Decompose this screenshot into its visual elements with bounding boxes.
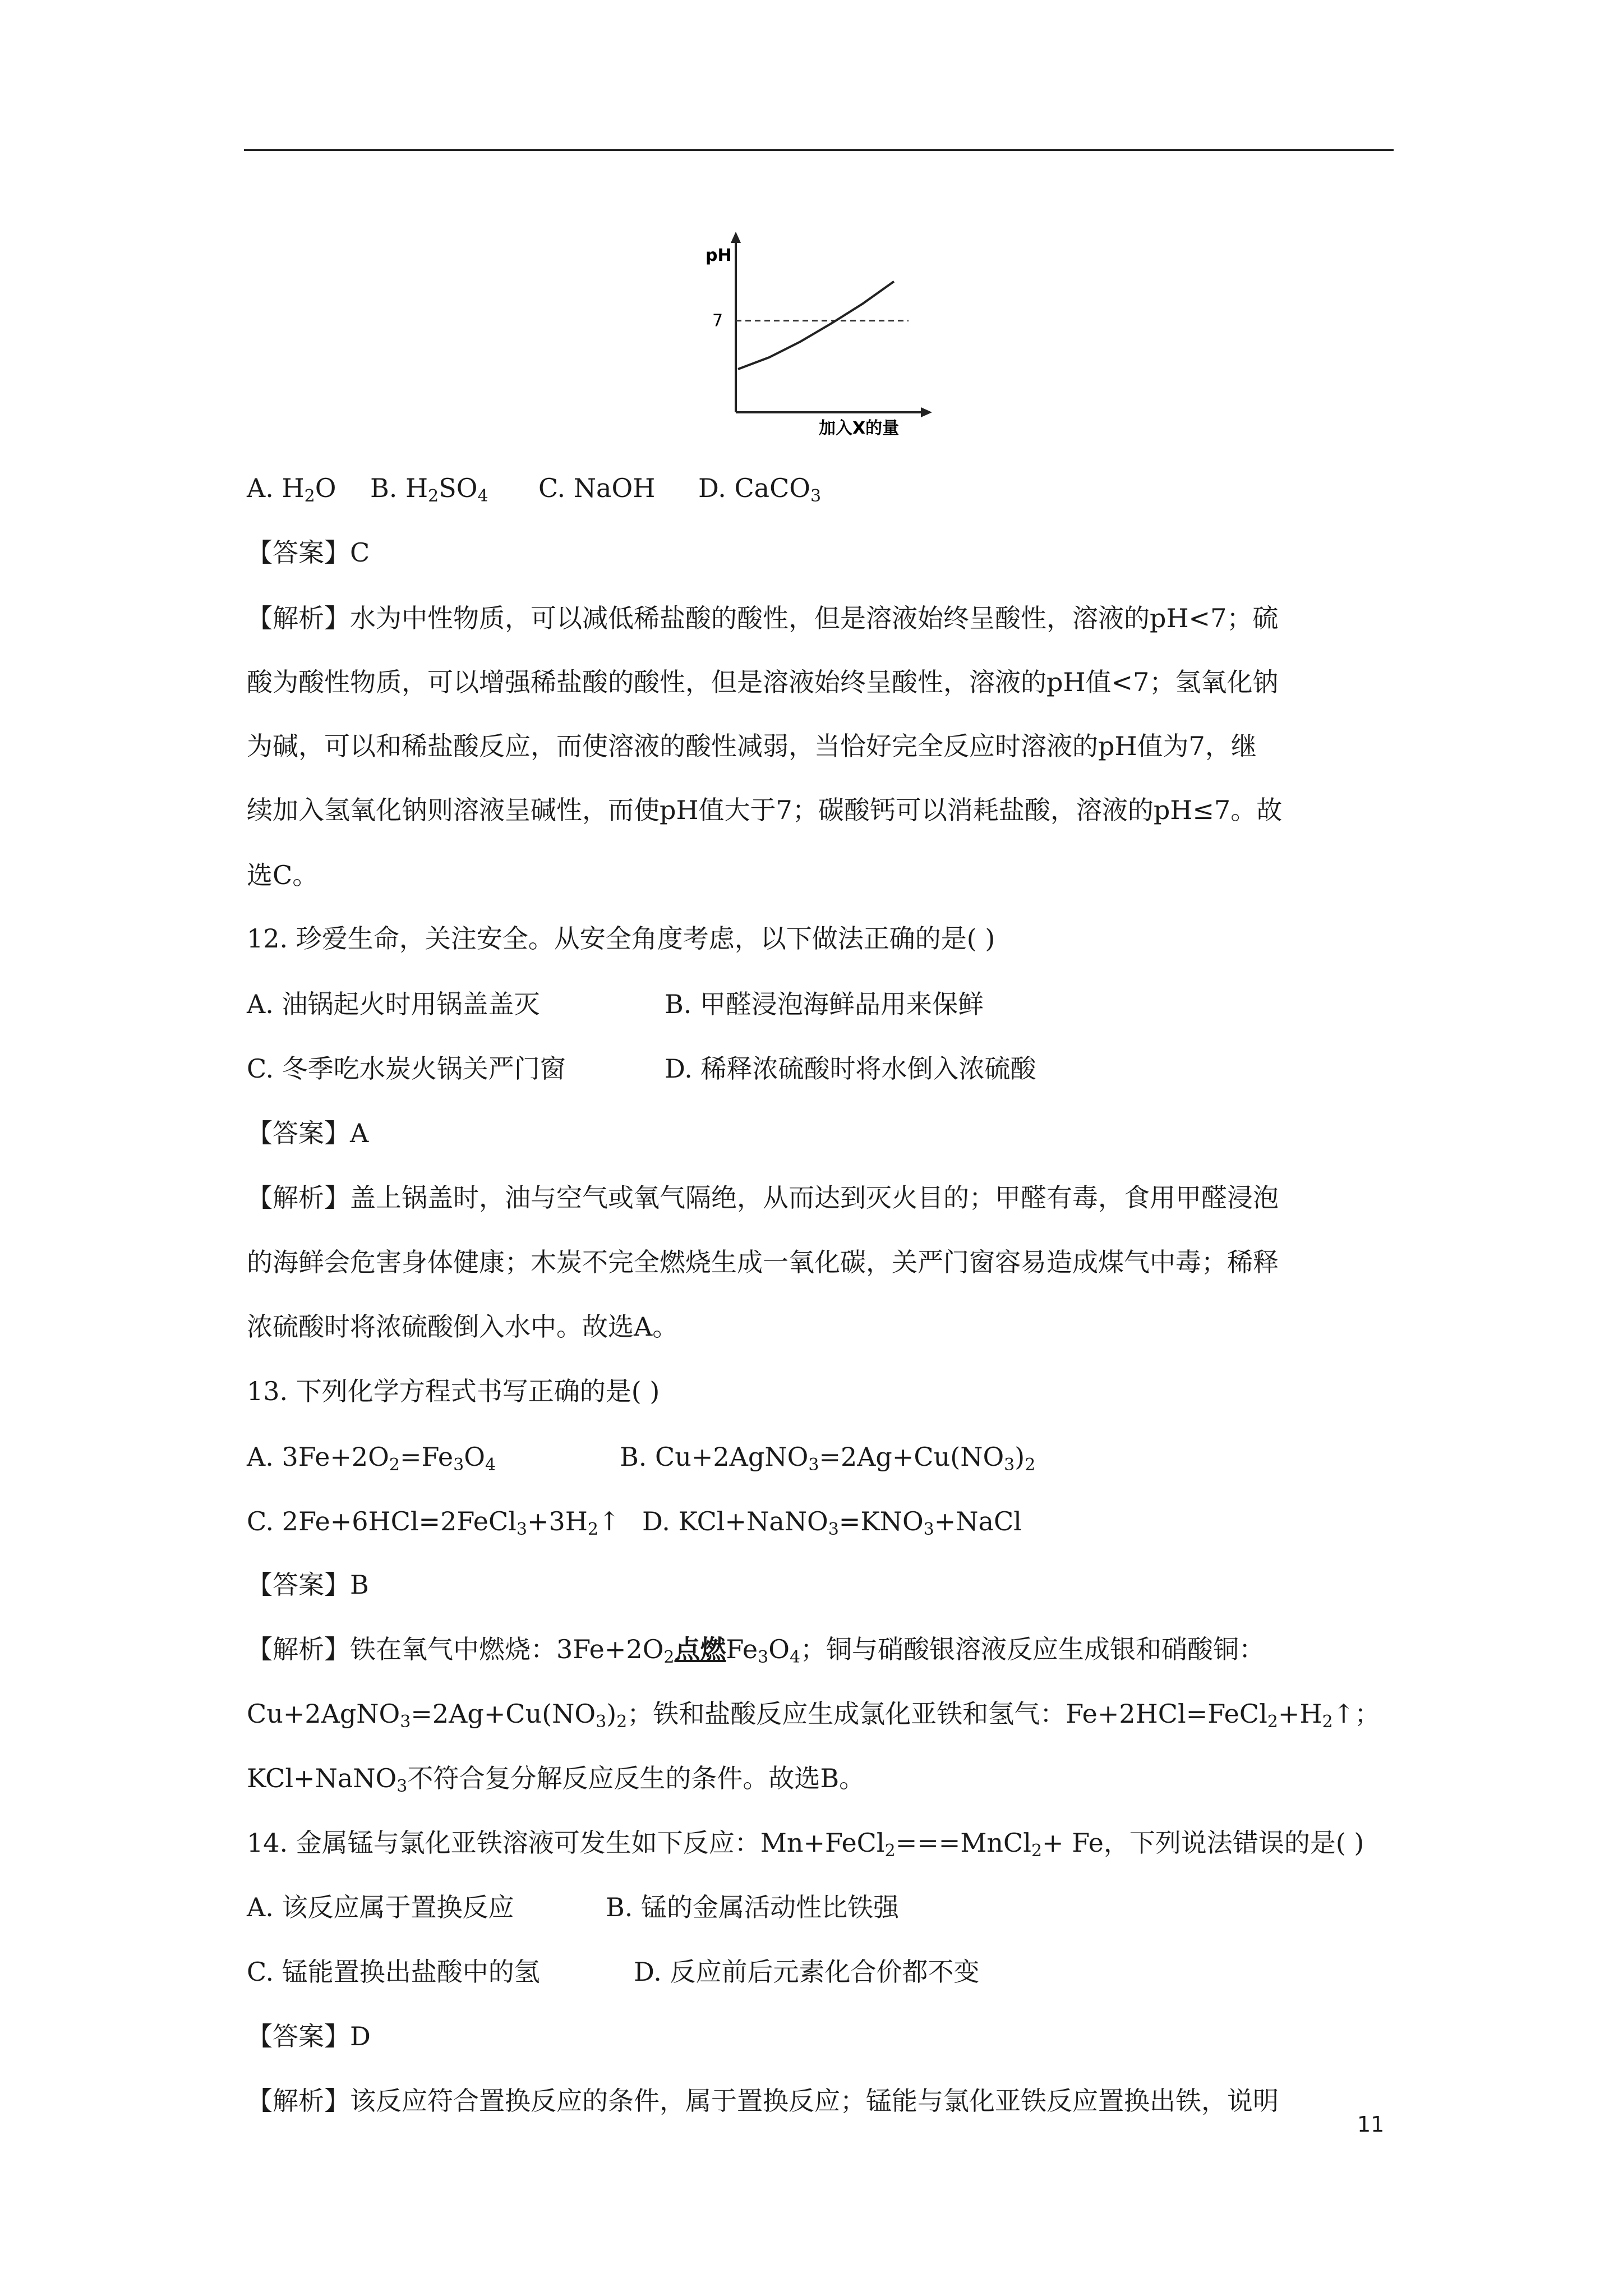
q11-analysis-line: 【解析】水为中性物质，可以减低稀盐酸的酸性，但是溶液始终呈酸性，溶液的pH<7；硫 bbox=[247, 603, 1279, 633]
q14-options-ab bbox=[247, 1890, 899, 1924]
y-axis-arrow bbox=[731, 232, 741, 243]
q14-option-d: D. 反应前后元素化合价都不变 bbox=[634, 1957, 980, 1987]
x-axis-label: 加入X的量 bbox=[819, 418, 900, 438]
x-axis-arrow bbox=[921, 407, 932, 417]
q11-option-b: B. $H_2SO_4$ bbox=[370, 473, 488, 506]
q14-option-c: C. 锰能置换出盐酸中的氢 bbox=[247, 1957, 540, 1987]
q11-option-d: D. CaCO$_3$ bbox=[698, 473, 822, 506]
q12-analysis-line: 的海鲜会危害身体健康；木炭不完全燃烧生成一氧化碳，关严门窗容易造成煤气中毒；稀释 bbox=[247, 1247, 1279, 1277]
q11-analysis-line: 选C。 bbox=[247, 860, 319, 890]
q12-answer: 【答案】A bbox=[247, 1118, 369, 1148]
q13-option-b: B. $Cu+2AgNO_3=2Ag+Cu(NO_3)_2$ bbox=[620, 1442, 1036, 1475]
ignition-condition-label: 点燃 bbox=[674, 1634, 726, 1664]
q12-analysis-line: 【解析】盖上锅盖时，油与空气或氧气隔绝，从而达到灭火目的；甲醛有毒，食用甲醛浸泡 bbox=[247, 1182, 1279, 1213]
q13-option-c: C. $2Fe+6HCl=2FeCl_3+3H_2↑$ bbox=[247, 1506, 620, 1539]
q12-options-cd bbox=[247, 1052, 1036, 1085]
q11-analysis-line: 续加入氢氧化钠则溶液呈碱性，而使pH值大于7；碳酸钙可以消耗盐酸，溶液的pH≤7。故 bbox=[247, 795, 1283, 825]
q13-option-d: D. $KCl+NaNO_3=KNO_3+NaCl$ bbox=[642, 1506, 1022, 1539]
q13-analysis-line: 【解析】铁在氧气中燃烧：$3Fe+2O_2$点燃$Fe_3O_4$；铜与硝酸银溶液反应生成银和硝酸铜： bbox=[247, 1634, 1265, 1667]
q12-option-d: D. 稀释浓硫酸时将水倒入浓硫酸 bbox=[665, 1053, 1036, 1084]
q13-option-a: A. $3Fe+2O_2=Fe_3O_4$ bbox=[247, 1442, 496, 1475]
q14-stem: 14. 金属锰与氯化亚铁溶液可发生如下反应：Mn+FeCl$_2$===MnCl$_2$+ Fe，下列说法错误的是( ) bbox=[247, 1828, 1364, 1861]
ph-chart bbox=[690, 227, 948, 438]
q11-answer: 【答案】C bbox=[247, 537, 370, 568]
ph-chart-svg bbox=[690, 227, 948, 438]
q14-analysis-line: 【解析】该反应符合置换反应的条件，属于置换反应；锰能与氯化亚铁反应置换出铁，说明 bbox=[247, 2086, 1279, 2116]
page-number: 11 bbox=[1357, 2112, 1385, 2137]
q13-analysis-line: $Cu+2AgNO_3=2Ag+Cu(NO_3)_2$；铁和盐酸反应生成氯化亚铁和氢气：$Fe+2HCl=FeCl_2+H_2↑$； bbox=[247, 1699, 1381, 1732]
q13-analysis-line: KCl+NaNO$_3$不符合复分解反应反生的条件。故选B。 bbox=[247, 1763, 865, 1796]
q13-stem: 13. 下列化学方程式书写正确的是( ) bbox=[247, 1376, 660, 1406]
ph-curve bbox=[738, 282, 894, 369]
q14-answer: 【答案】D bbox=[247, 2021, 371, 2051]
q11-analysis-line: 酸为酸性物质，可以增强稀盐酸的酸性，但是溶液始终呈酸性，溶液的pH值<7；氢氧化钠 bbox=[247, 667, 1279, 697]
header-rule bbox=[244, 149, 1394, 151]
q14-option-a: A. 该反应属于置换反应 bbox=[247, 1892, 514, 1922]
q11-options bbox=[247, 471, 821, 505]
y-axis-label: pH bbox=[706, 246, 732, 265]
q12-option-c: C. 冬季吃水炭火锅关严门窗 bbox=[247, 1053, 566, 1084]
q14-options-cd bbox=[247, 1955, 980, 1989]
q12-analysis-line: 浓硫酸时将浓硫酸倒入水中。故选A。 bbox=[247, 1312, 679, 1342]
q13-answer: 【答案】B bbox=[247, 1570, 369, 1600]
q13-options-cd bbox=[247, 1504, 1022, 1538]
q11-analysis-line: 为碱，可以和稀盐酸反应，而使溶液的酸性减弱，当恰好完全反应时溶液的pH值为7，继 bbox=[247, 731, 1257, 761]
q12-options-ab bbox=[247, 987, 984, 1021]
q12-option-b: B. 甲醛浸泡海鲜品用来保鲜 bbox=[665, 989, 984, 1019]
q13-options-ab bbox=[247, 1440, 1035, 1474]
q12-option-a: A. 油锅起火时用锅盖盖灭 bbox=[247, 989, 540, 1019]
q11-option-a: A. $H_2O$ bbox=[247, 473, 336, 506]
q12-stem: 12. 珍爱生命，关注安全。从安全角度考虑，以下做法正确的是( ) bbox=[247, 923, 995, 954]
q14-option-b: B. 锰的金属活动性比铁强 bbox=[606, 1892, 900, 1922]
y-tick-label-7: 7 bbox=[712, 311, 723, 331]
q11-option-c: C. NaOH bbox=[538, 473, 656, 503]
